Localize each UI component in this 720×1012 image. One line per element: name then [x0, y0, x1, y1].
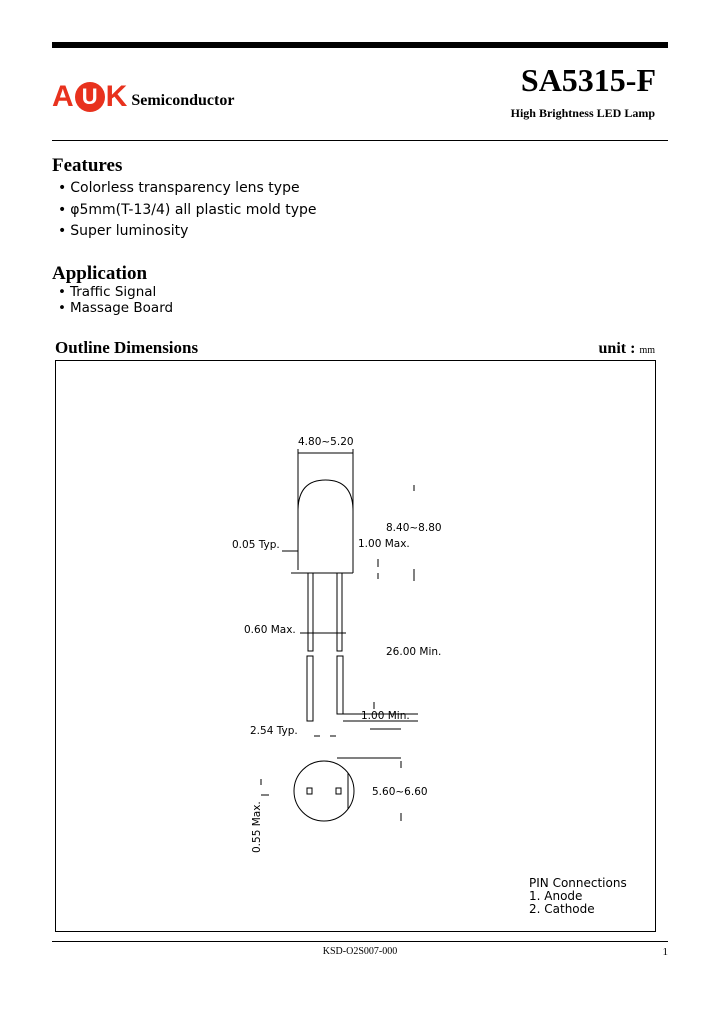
application-heading: Application	[52, 263, 148, 284]
logo-letter-u: U	[75, 82, 105, 112]
header-rule	[52, 140, 668, 141]
unit-label-text: unit :	[598, 340, 636, 357]
logo-letter-k: K	[105, 80, 128, 113]
top-rule	[52, 42, 668, 48]
application-item: • Traffic Signal	[58, 284, 173, 300]
logo-company-name: Semiconductor	[131, 92, 235, 109]
lead-lower-right	[337, 656, 343, 714]
feature-item: • φ5mm(T-13/4) all plastic mold type	[58, 200, 317, 222]
doc-code: KSD-O2S007-000	[322, 946, 398, 957]
pin-1: 1. Anode	[529, 889, 583, 903]
lead-upper-left	[308, 573, 313, 651]
dim-lead-length: 26.00 Min.	[386, 646, 442, 658]
product-subtitle: High Brightness LED Lamp	[510, 106, 655, 120]
pin-2: 2. Cathode	[529, 902, 595, 916]
dim-flat: 0.55 Max.	[251, 801, 263, 853]
outline-drawing	[56, 361, 655, 931]
dim-lens-height: 8.40~8.80	[386, 522, 442, 534]
footer-rule	[52, 941, 668, 942]
lead-lower-left	[307, 656, 313, 721]
page-number: 1	[662, 946, 668, 958]
dim-lens-width: 4.80~5.20	[298, 436, 354, 448]
features-heading: Features	[52, 155, 123, 176]
feature-item: • Colorless transparency lens type	[58, 178, 317, 200]
lens-dome	[298, 480, 353, 511]
lead-upper-right	[337, 573, 342, 651]
logo-letter-a: A	[52, 80, 74, 113]
pin-connections	[529, 877, 627, 916]
bottom-view-pin	[336, 788, 341, 794]
company-logo	[52, 78, 234, 112]
unit-label	[599, 340, 655, 358]
part-number: SA5315-F	[520, 62, 656, 98]
bottom-view-pin	[307, 788, 312, 794]
dim-flange-height: 1.00 Max.	[358, 538, 410, 550]
application-item: • Massage Board	[58, 300, 173, 316]
dim-lead-width: 0.60 Max.	[244, 624, 296, 636]
pin-connections-title: PIN Connections	[529, 876, 627, 890]
application-list	[58, 284, 173, 316]
unit-value: mm	[639, 345, 655, 356]
bottom-view-body	[294, 761, 354, 821]
dim-flange: 0.05 Typ.	[232, 539, 280, 551]
feature-item: • Super luminosity	[58, 221, 317, 243]
dim-lead-pitch: 2.54 Typ.	[250, 725, 298, 737]
outline-heading: Outline Dimensions	[55, 338, 199, 357]
dim-lead-offset: 1.00 Min.	[361, 710, 410, 722]
features-list	[58, 178, 317, 243]
dim-body-diameter: 5.60~6.60	[372, 786, 428, 798]
